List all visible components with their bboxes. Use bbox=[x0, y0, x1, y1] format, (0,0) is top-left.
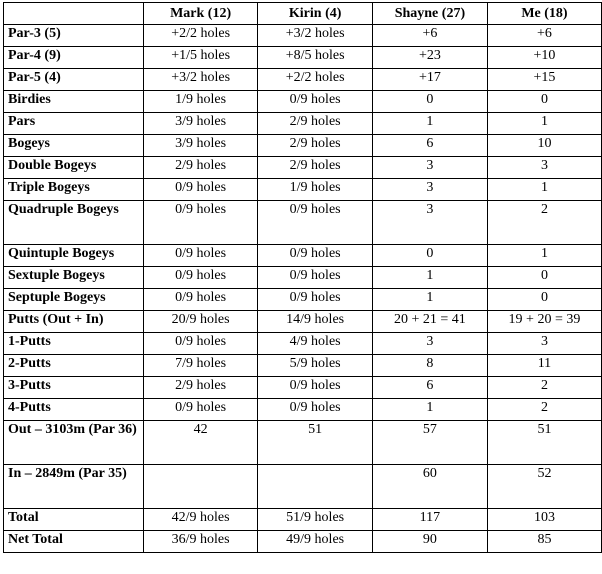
table-cell: 0/9 holes bbox=[143, 245, 258, 267]
table-cell: +2/2 holes bbox=[258, 69, 373, 91]
table-cell: 0/9 holes bbox=[258, 289, 373, 311]
table-cell: 3 bbox=[372, 179, 487, 201]
table-cell: 1/9 holes bbox=[258, 179, 373, 201]
table-cell: +6 bbox=[487, 25, 601, 47]
table-cell: 0 bbox=[487, 91, 601, 113]
table-cell: 6 bbox=[372, 377, 487, 399]
table-cell: 0/9 holes bbox=[143, 267, 258, 289]
table-cell: 1 bbox=[487, 245, 601, 267]
row-label: Quadruple Bogeys bbox=[4, 201, 144, 245]
table-cell: 2/9 holes bbox=[258, 135, 373, 157]
table-cell: 117 bbox=[372, 509, 487, 531]
row-label: 1-Putts bbox=[4, 333, 144, 355]
table-cell: 49/9 holes bbox=[258, 531, 373, 553]
row-label: 4-Putts bbox=[4, 399, 144, 421]
table-cell: 103 bbox=[487, 509, 601, 531]
table-cell: 42 bbox=[143, 421, 258, 465]
row-label: 3-Putts bbox=[4, 377, 144, 399]
row-label: Out – 3103m (Par 36) bbox=[4, 421, 144, 465]
table-cell: +2/2 holes bbox=[143, 25, 258, 47]
table-cell: +3/2 holes bbox=[143, 69, 258, 91]
table-cell: 36/9 holes bbox=[143, 531, 258, 553]
table-cell: 2 bbox=[487, 377, 601, 399]
table-cell: 20 + 21 = 41 bbox=[372, 311, 487, 333]
table-cell: 0/9 holes bbox=[258, 245, 373, 267]
table-cell: 7/9 holes bbox=[143, 355, 258, 377]
row-label: Quintuple Bogeys bbox=[4, 245, 144, 267]
table-cell: 1 bbox=[372, 289, 487, 311]
table-cell: 2/9 holes bbox=[143, 377, 258, 399]
table-cell: 0/9 holes bbox=[258, 91, 373, 113]
table-cell: 51 bbox=[258, 421, 373, 465]
table-cell: 1 bbox=[372, 113, 487, 135]
row-label: Pars bbox=[4, 113, 144, 135]
table-cell: 51 bbox=[487, 421, 601, 465]
table-cell: 0/9 holes bbox=[143, 399, 258, 421]
table-row bbox=[4, 135, 602, 157]
table-cell: 14/9 holes bbox=[258, 311, 373, 333]
table-cell: 6 bbox=[372, 135, 487, 157]
table-cell: 51/9 holes bbox=[258, 509, 373, 531]
table-cell: 2 bbox=[487, 201, 601, 245]
header-cell: Me (18) bbox=[487, 3, 601, 25]
table-row bbox=[4, 113, 602, 135]
table-cell: 90 bbox=[372, 531, 487, 553]
row-label: Birdies bbox=[4, 91, 144, 113]
table-row bbox=[4, 377, 602, 399]
table-cell: 4/9 holes bbox=[258, 333, 373, 355]
table-cell: 0/9 holes bbox=[258, 399, 373, 421]
table-cell: 2/9 holes bbox=[258, 157, 373, 179]
table-cell bbox=[258, 465, 373, 509]
table-cell: 0/9 holes bbox=[258, 201, 373, 245]
table-cell: 0/9 holes bbox=[143, 179, 258, 201]
table-cell bbox=[143, 465, 258, 509]
table-cell: 3 bbox=[372, 333, 487, 355]
table-cell: 0/9 holes bbox=[258, 267, 373, 289]
table-cell: 0/9 holes bbox=[143, 289, 258, 311]
row-label: 2-Putts bbox=[4, 355, 144, 377]
header-row bbox=[4, 3, 602, 25]
table-cell: +10 bbox=[487, 47, 601, 69]
table-cell: 0/9 holes bbox=[143, 333, 258, 355]
table-cell: 19 + 20 = 39 bbox=[487, 311, 601, 333]
table-cell: 20/9 holes bbox=[143, 311, 258, 333]
table-row bbox=[4, 245, 602, 267]
table-cell: 0 bbox=[372, 91, 487, 113]
table-cell: 3 bbox=[487, 333, 601, 355]
table-cell: 0/9 holes bbox=[258, 377, 373, 399]
table-cell: 2 bbox=[487, 399, 601, 421]
table-cell: 8 bbox=[372, 355, 487, 377]
row-label: Putts (Out + In) bbox=[4, 311, 144, 333]
table-cell: 57 bbox=[372, 421, 487, 465]
row-label: Par-3 (5) bbox=[4, 25, 144, 47]
table-cell: 0 bbox=[372, 245, 487, 267]
table-cell: 0 bbox=[487, 289, 601, 311]
table-cell: 1 bbox=[487, 113, 601, 135]
table-row bbox=[4, 47, 602, 69]
table-cell: 2/9 holes bbox=[143, 157, 258, 179]
row-label: Septuple Bogeys bbox=[4, 289, 144, 311]
row-label: Total bbox=[4, 509, 144, 531]
table-cell: 11 bbox=[487, 355, 601, 377]
table-cell: 5/9 holes bbox=[258, 355, 373, 377]
row-label: Double Bogeys bbox=[4, 157, 144, 179]
table-cell: 0/9 holes bbox=[143, 201, 258, 245]
table-row bbox=[4, 311, 602, 333]
table-cell: +23 bbox=[372, 47, 487, 69]
table-row bbox=[4, 465, 602, 509]
table-row bbox=[4, 289, 602, 311]
table-cell: 1 bbox=[372, 267, 487, 289]
table-row bbox=[4, 509, 602, 531]
table-cell: 10 bbox=[487, 135, 601, 157]
table-cell: 60 bbox=[372, 465, 487, 509]
row-label: Par-4 (9) bbox=[4, 47, 144, 69]
table-row bbox=[4, 179, 602, 201]
table-row bbox=[4, 421, 602, 465]
row-label: Net Total bbox=[4, 531, 144, 553]
table-row bbox=[4, 69, 602, 91]
golf-stats-table bbox=[3, 2, 602, 553]
table-row bbox=[4, 355, 602, 377]
table-cell: +8/5 holes bbox=[258, 47, 373, 69]
row-label: Sextuple Bogeys bbox=[4, 267, 144, 289]
table-cell: 3 bbox=[487, 157, 601, 179]
table-row bbox=[4, 333, 602, 355]
table-row bbox=[4, 157, 602, 179]
row-label: Triple Bogeys bbox=[4, 179, 144, 201]
table-cell: +1/5 holes bbox=[143, 47, 258, 69]
header-cell: Shayne (27) bbox=[372, 3, 487, 25]
table-row bbox=[4, 91, 602, 113]
row-label: Par-5 (4) bbox=[4, 69, 144, 91]
table-cell: 1 bbox=[372, 399, 487, 421]
table-row bbox=[4, 399, 602, 421]
header-cell: Mark (12) bbox=[143, 3, 258, 25]
table-cell: 3/9 holes bbox=[143, 113, 258, 135]
row-label: In – 2849m (Par 35) bbox=[4, 465, 144, 509]
table-cell: +15 bbox=[487, 69, 601, 91]
table-cell: 1 bbox=[487, 179, 601, 201]
table-cell: +6 bbox=[372, 25, 487, 47]
table-cell: 0 bbox=[487, 267, 601, 289]
header-cell bbox=[4, 3, 144, 25]
table-cell: 2/9 holes bbox=[258, 113, 373, 135]
table-cell: 3 bbox=[372, 201, 487, 245]
table-cell: +17 bbox=[372, 69, 487, 91]
table-row bbox=[4, 25, 602, 47]
table-cell: 52 bbox=[487, 465, 601, 509]
table-cell: 3/9 holes bbox=[143, 135, 258, 157]
table-cell: 42/9 holes bbox=[143, 509, 258, 531]
row-label: Bogeys bbox=[4, 135, 144, 157]
table-cell: 3 bbox=[372, 157, 487, 179]
table-row bbox=[4, 267, 602, 289]
table-row bbox=[4, 201, 602, 245]
table-row bbox=[4, 531, 602, 553]
table-cell: +3/2 holes bbox=[258, 25, 373, 47]
table-cell: 85 bbox=[487, 531, 601, 553]
header-cell: Kirin (4) bbox=[258, 3, 373, 25]
table-cell: 1/9 holes bbox=[143, 91, 258, 113]
